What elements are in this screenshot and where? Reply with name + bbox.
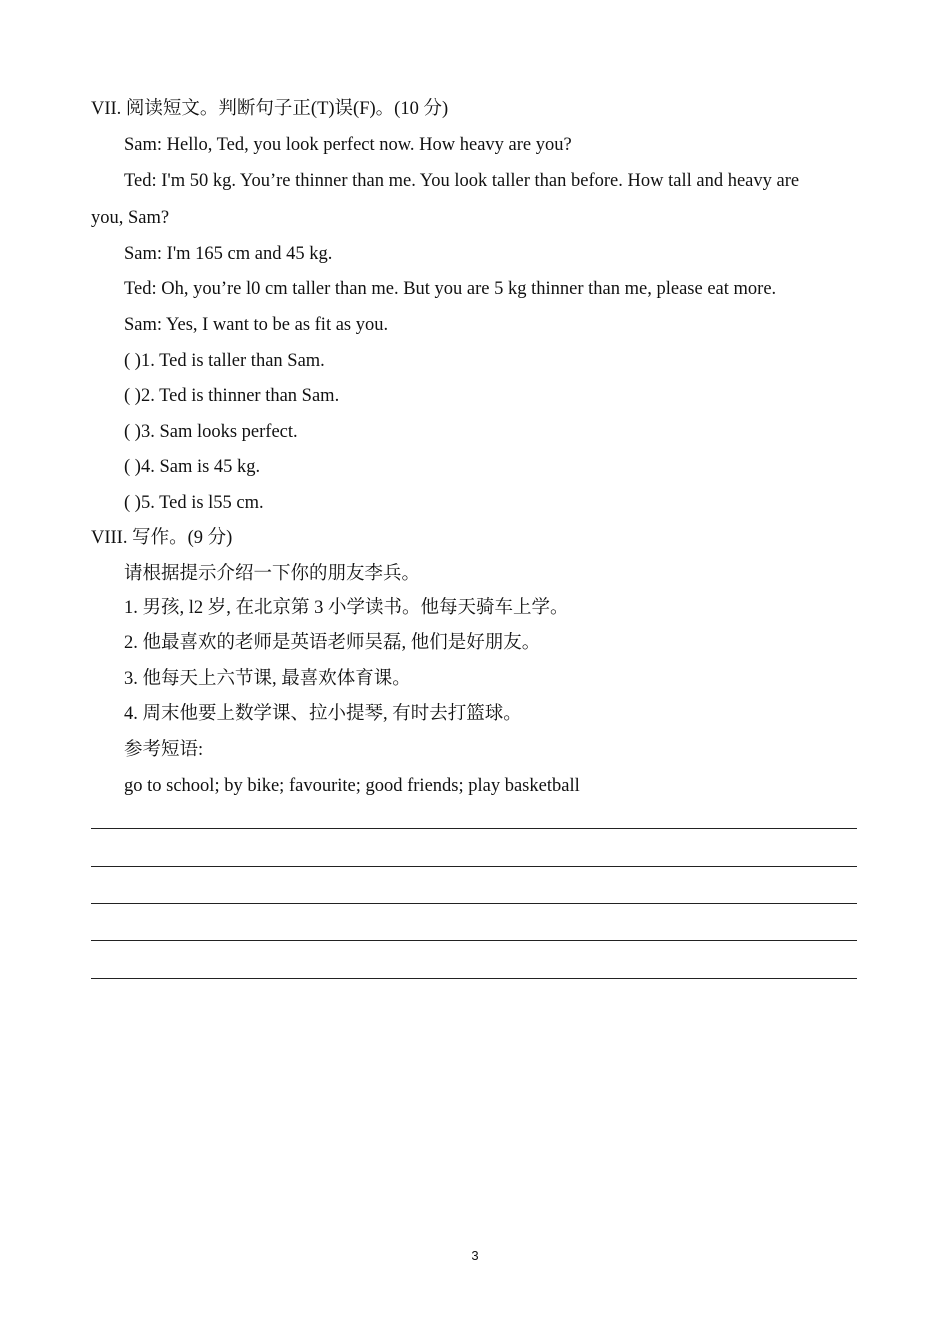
writing-instruction: 请根据提示介绍一下你的朋友李兵。	[124, 564, 421, 584]
dialogue-line: Ted: Oh, you’re l0 cm taller than me. But you are 5 kg thinner than me, please eat more.	[124, 279, 777, 299]
answer-line[interactable]	[91, 903, 857, 904]
reference-label: 参考短语:	[124, 740, 204, 760]
question-item: ( )3. Sam looks perfect.	[124, 422, 298, 442]
dialogue-line-continuation: you, Sam?	[91, 208, 170, 228]
answer-line[interactable]	[91, 828, 857, 829]
section-8-heading: VIII. 写作。(9 分)	[91, 528, 233, 548]
writing-prompt: 4. 周末他要上数学课、拉小提琴, 有时去打篮球。	[124, 704, 522, 724]
page-number: 3	[471, 1248, 479, 1263]
writing-prompt: 1. 男孩, l2 岁, 在北京第 3 小学读书。他每天骑车上学。	[124, 598, 569, 618]
writing-prompt: 3. 他每天上六节课, 最喜欢体育课。	[124, 669, 411, 689]
dialogue-line: Sam: Hello, Ted, you look perfect now. How heavy are you?	[124, 135, 572, 155]
question-item: ( )4. Sam is 45 kg.	[124, 457, 261, 477]
question-item: ( )5. Ted is l55 cm.	[124, 493, 264, 513]
question-item: ( )1. Ted is taller than Sam.	[124, 351, 325, 371]
answer-line[interactable]	[91, 866, 857, 867]
answer-line[interactable]	[91, 940, 857, 941]
section-7-heading: VII. 阅读短文。判断句子正(T)误(F)。(10 分)	[91, 99, 449, 119]
dialogue-line: Sam: Yes, I want to be as fit as you.	[124, 315, 389, 335]
reference-phrases: go to school; by bike; favourite; good friends; play basketball	[124, 776, 580, 796]
answer-line[interactable]	[91, 978, 857, 979]
dialogue-line: Sam: I'm 165 cm and 45 kg.	[124, 244, 333, 264]
dialogue-line: Ted: I'm 50 kg. You’re thinner than me. You look taller than before. How tall and heavy are	[124, 171, 800, 191]
writing-prompt: 2. 他最喜欢的老师是英语老师吴磊, 他们是好朋友。	[124, 633, 541, 653]
question-item: ( )2. Ted is thinner than Sam.	[124, 386, 340, 406]
